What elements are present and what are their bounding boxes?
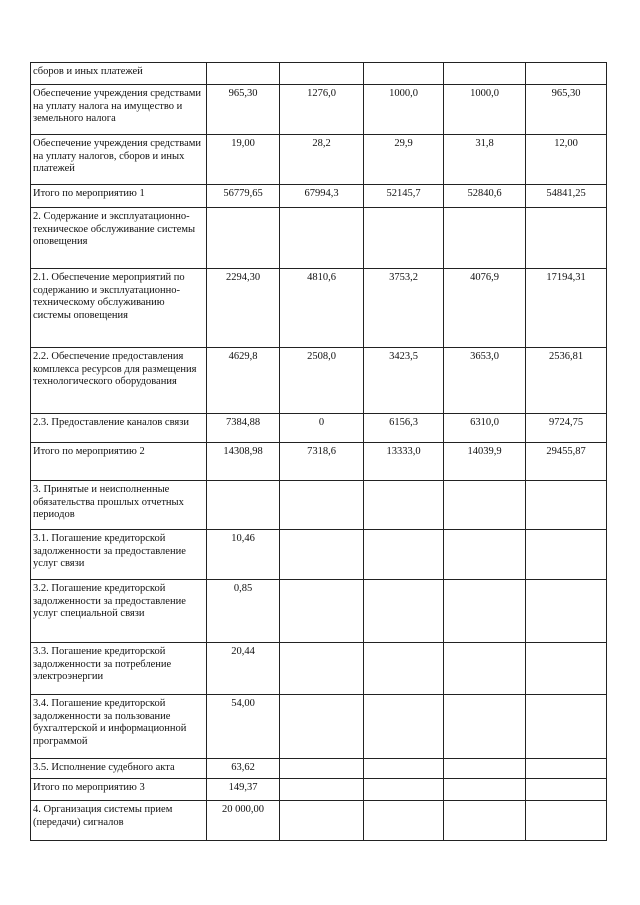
value-cell: [364, 779, 444, 801]
value-cell: 29,9: [364, 135, 444, 185]
value-cell: 1276,0: [280, 85, 364, 135]
value-cell: 54841,25: [526, 185, 607, 208]
budget-table: [30, 62, 607, 841]
value-cell: [526, 643, 607, 695]
table-row: [31, 85, 607, 135]
value-cell: 2294,30: [207, 269, 280, 348]
value-cell: [444, 530, 526, 580]
value-cell: [207, 208, 280, 269]
value-cell: 0: [280, 414, 364, 443]
value-cell: [364, 643, 444, 695]
value-cell: 2508,0: [280, 348, 364, 414]
row-label: Итого по мероприятию 3: [31, 779, 207, 801]
value-cell: [364, 208, 444, 269]
value-cell: [207, 63, 280, 85]
value-cell: 17194,31: [526, 269, 607, 348]
table-row: [31, 414, 607, 443]
value-cell: [364, 801, 444, 841]
value-cell: 14039,9: [444, 443, 526, 481]
value-cell: [444, 63, 526, 85]
value-cell: 28,2: [280, 135, 364, 185]
value-cell: [364, 63, 444, 85]
value-cell: 7384,88: [207, 414, 280, 443]
value-cell: [280, 801, 364, 841]
value-cell: [526, 63, 607, 85]
value-cell: 29455,87: [526, 443, 607, 481]
value-cell: 56779,65: [207, 185, 280, 208]
table-row: [31, 208, 607, 269]
value-cell: [280, 643, 364, 695]
table-row: [31, 801, 607, 841]
row-label: 2.3. Предоставление каналов связи: [31, 414, 207, 443]
row-label: 3.2. Погашение кредиторской задолженности за предоставление услуг специальной связи: [31, 580, 207, 643]
value-cell: 12,00: [526, 135, 607, 185]
value-cell: [364, 759, 444, 779]
value-cell: 4076,9: [444, 269, 526, 348]
value-cell: [280, 63, 364, 85]
value-cell: [280, 779, 364, 801]
value-cell: 13333,0: [364, 443, 444, 481]
value-cell: 52840,6: [444, 185, 526, 208]
value-cell: [444, 580, 526, 643]
row-label: Обеспечение учреждения средствами на уплату налога на имущество и земельного налога: [31, 85, 207, 135]
value-cell: [444, 759, 526, 779]
value-cell: [444, 481, 526, 530]
row-label: 3. Принятые и неисполненные обязательства прошлых отчетных периодов: [31, 481, 207, 530]
value-cell: 965,30: [526, 85, 607, 135]
value-cell: [444, 779, 526, 801]
table-row: [31, 185, 607, 208]
value-cell: 67994,3: [280, 185, 364, 208]
row-label: 3.5. Исполнение судебного акта: [31, 759, 207, 779]
row-label: 3.1. Погашение кредиторской задолженности за предоставление услуг связи: [31, 530, 207, 580]
value-cell: [444, 208, 526, 269]
value-cell: 1000,0: [364, 85, 444, 135]
row-label: Итого по мероприятию 1: [31, 185, 207, 208]
value-cell: [280, 208, 364, 269]
value-cell: 19,00: [207, 135, 280, 185]
value-cell: [526, 208, 607, 269]
value-cell: 31,8: [444, 135, 526, 185]
row-label: 4. Организация системы прием (передачи) сигналов: [31, 801, 207, 841]
row-label: Обеспечение учреждения средствами на уплату налогов, сборов и иных платежей: [31, 135, 207, 185]
value-cell: 20,44: [207, 643, 280, 695]
row-label: 3.4. Погашение кредиторской задолженности за пользование бухгалтерской и информационной программой: [31, 695, 207, 759]
value-cell: [444, 643, 526, 695]
table-row: [31, 695, 607, 759]
value-cell: [444, 695, 526, 759]
table-row: [31, 135, 607, 185]
value-cell: 965,30: [207, 85, 280, 135]
value-cell: [280, 759, 364, 779]
value-cell: 6310,0: [444, 414, 526, 443]
row-label: сборов и иных платежей: [31, 63, 207, 85]
value-cell: 4810,6: [280, 269, 364, 348]
table-row: [31, 269, 607, 348]
value-cell: 2536,81: [526, 348, 607, 414]
value-cell: 3423,5: [364, 348, 444, 414]
table-row: [31, 779, 607, 801]
value-cell: [364, 695, 444, 759]
row-label: Итого по мероприятию 2: [31, 443, 207, 481]
value-cell: [526, 801, 607, 841]
value-cell: [280, 481, 364, 530]
value-cell: 3753,2: [364, 269, 444, 348]
table-row: [31, 643, 607, 695]
value-cell: 7318,6: [280, 443, 364, 481]
value-cell: 20 000,00: [207, 801, 280, 841]
table-row: [31, 759, 607, 779]
value-cell: [526, 695, 607, 759]
value-cell: 54,00: [207, 695, 280, 759]
table-row: [31, 580, 607, 643]
value-cell: [280, 530, 364, 580]
row-label: 2.1. Обеспечение мероприятий по содержанию и эксплуатационно-техническому обслуживанию системы оповещения: [31, 269, 207, 348]
value-cell: [526, 530, 607, 580]
value-cell: 63,62: [207, 759, 280, 779]
value-cell: 3653,0: [444, 348, 526, 414]
value-cell: [526, 779, 607, 801]
value-cell: 1000,0: [444, 85, 526, 135]
table-row: [31, 63, 607, 85]
value-cell: [207, 481, 280, 530]
row-label: 3.3. Погашение кредиторской задолженности за потребление электроэнергии: [31, 643, 207, 695]
value-cell: 6156,3: [364, 414, 444, 443]
value-cell: [364, 530, 444, 580]
value-cell: [526, 481, 607, 530]
value-cell: 0,85: [207, 580, 280, 643]
value-cell: 149,37: [207, 779, 280, 801]
value-cell: 4629,8: [207, 348, 280, 414]
value-cell: 10,46: [207, 530, 280, 580]
table-row: [31, 530, 607, 580]
table-row: [31, 348, 607, 414]
value-cell: 14308,98: [207, 443, 280, 481]
value-cell: [364, 580, 444, 643]
value-cell: [364, 481, 444, 530]
value-cell: [280, 695, 364, 759]
value-cell: [526, 759, 607, 779]
table-row: [31, 481, 607, 530]
value-cell: [526, 580, 607, 643]
value-cell: 9724,75: [526, 414, 607, 443]
value-cell: [280, 580, 364, 643]
value-cell: 52145,7: [364, 185, 444, 208]
value-cell: [444, 801, 526, 841]
row-label: 2.2. Обеспечение предоставления комплекса ресурсов для размещения технологического оборудования: [31, 348, 207, 414]
table-row: [31, 443, 607, 481]
row-label: 2. Содержание и эксплуатационно-техническое обслуживание системы оповещения: [31, 208, 207, 269]
